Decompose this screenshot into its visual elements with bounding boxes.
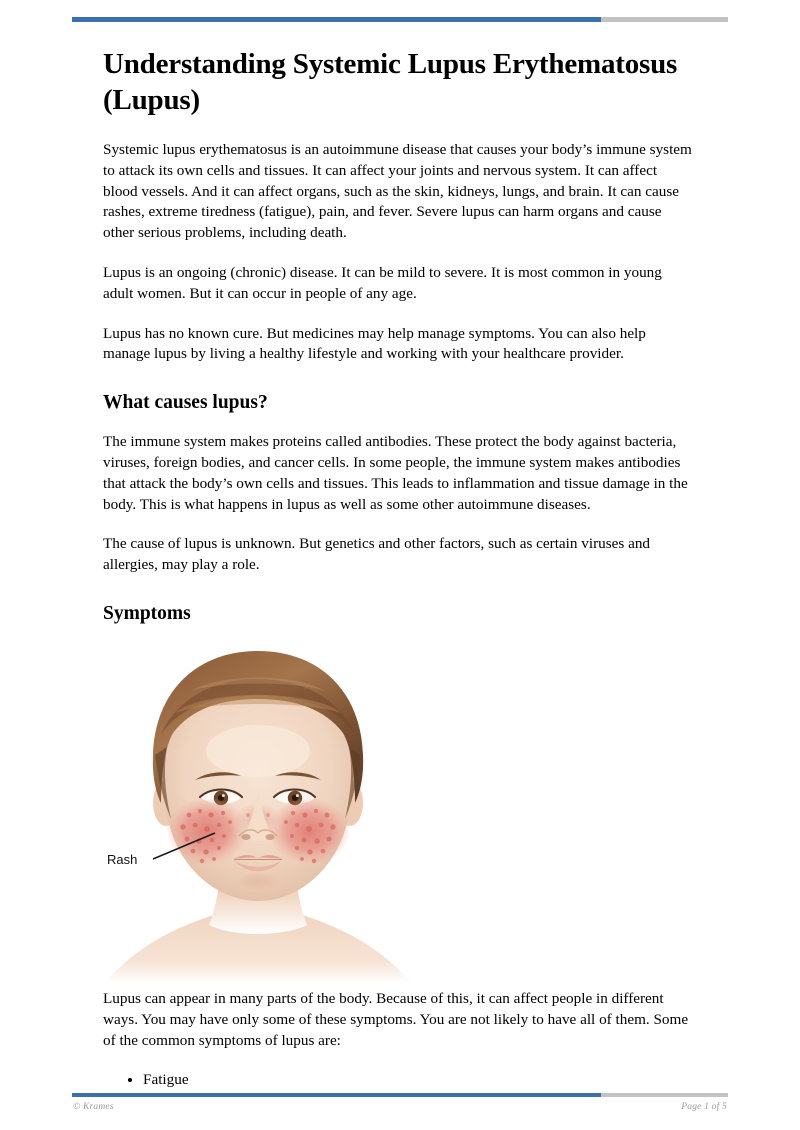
intro-paragraph-2: Lupus is an ongoing (chronic) disease. It can be mild to severe. It is most common in young adult women. But it can occur in people of any age. bbox=[103, 263, 662, 302]
header-rule bbox=[72, 17, 728, 22]
footer-rule-accent bbox=[72, 1093, 601, 1097]
page-title: Understanding Systemic Lupus Erythematosus (Lupus) bbox=[103, 48, 678, 116]
footer-page-indicator: Page 1 of 5 bbox=[681, 1102, 727, 1112]
heading-symptoms: Symptoms bbox=[103, 602, 191, 624]
rash-callout-label: Rash bbox=[107, 851, 138, 867]
causes-paragraph-1: The immune system makes proteins called antibodies. These protect the body against bacteria, viruses, foreign bodies, and cancer cells. In some people, the immune system makes antibodies that attack the body’s own cells and tissues. This leads to inflammation and tissue damage in the body. This is what happens in lupus as well as some other autoimmune diseases. bbox=[103, 433, 688, 513]
face-with-malar-rash-illustration bbox=[103, 643, 413, 983]
header-rule-accent bbox=[72, 17, 601, 22]
document-content bbox=[103, 46, 693, 1095]
intro-paragraph-3: Lupus has no known cure. But medicines may help manage symptoms. You can also help manage lupus by living a healthy lifestyle and working with your healthcare provider. bbox=[103, 324, 646, 363]
list-item: • Fatigue bbox=[143, 1070, 693, 1091]
intro-paragraph-1: Systemic lupus erythematosus is an autoimmune disease that causes your body’s immune system to attack its own cells and tissues. It can affect your joints and nervous system. It can affect blood vessels. And it can affect organs, such as the skin, kidneys, lungs, and brain. It can cause rashes, extreme tiredness (fatigue), pain, and fever. Severe lupus can harm organs and cause other serious problems, including death. bbox=[103, 141, 692, 242]
symptoms-list bbox=[103, 1070, 693, 1091]
footer-rule bbox=[72, 1093, 728, 1097]
heading-what-causes-lupus: What causes lupus? bbox=[103, 392, 268, 414]
causes-paragraph-2: The cause of lupus is unknown. But genetics and other factors, such as certain viruses and allergies, may play a role. bbox=[103, 535, 651, 574]
symptoms-paragraph-1: Lupus can appear in many parts of the body. Because of this, it can affect people in different ways. You may have only some of these symptoms. You are not likely to have all of them. Some of the common symptoms of lupus are: bbox=[103, 989, 689, 1049]
footer-copyright: © Krames bbox=[73, 1102, 114, 1112]
figure-face-rash bbox=[103, 643, 693, 983]
